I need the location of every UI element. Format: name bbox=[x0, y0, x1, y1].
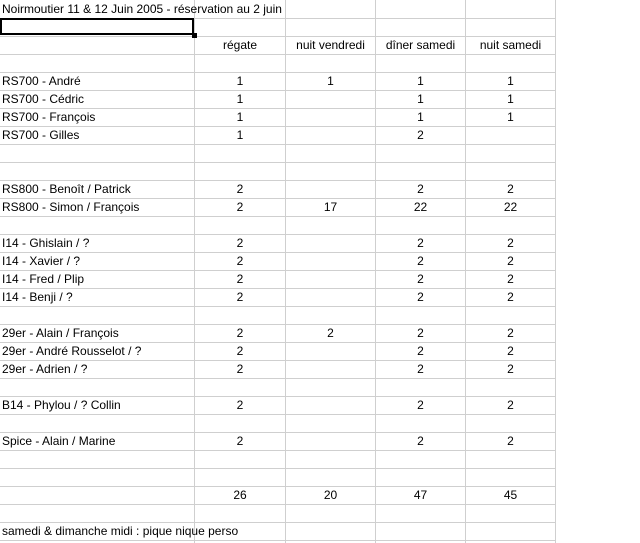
row-name[interactable]: Spice - Alain / Marine bbox=[2, 434, 116, 448]
cell-nuit-samedi[interactable]: 2 bbox=[507, 254, 514, 268]
cell-nuit-vendredi[interactable] bbox=[286, 271, 375, 288]
header-diner-samedi[interactable]: dîner samedi bbox=[385, 38, 456, 52]
cell-regate[interactable]: 2 bbox=[236, 200, 244, 214]
row-divider bbox=[0, 144, 556, 145]
row-divider bbox=[0, 468, 556, 469]
cell-nuit-vendredi[interactable] bbox=[286, 289, 375, 306]
row-divider bbox=[0, 414, 556, 415]
cell-regate[interactable]: 2 bbox=[236, 254, 244, 268]
cell-nuit-vendredi[interactable] bbox=[286, 127, 375, 144]
cell-diner-samedi[interactable]: 22 bbox=[413, 200, 428, 214]
cell-regate[interactable]: 1 bbox=[236, 110, 244, 124]
cell-nuit-samedi[interactable]: 2 bbox=[507, 272, 514, 286]
row-name[interactable]: I14 - Ghislain / ? bbox=[2, 236, 90, 250]
cell-diner-samedi[interactable]: 1 bbox=[417, 110, 424, 124]
cell-diner-samedi[interactable]: 1 bbox=[417, 74, 424, 88]
cell-nuit-vendredi[interactable] bbox=[286, 253, 375, 270]
row-name[interactable]: 29er - André Rousselot / ? bbox=[2, 344, 142, 358]
cell-nuit-samedi[interactable]: 2 bbox=[507, 326, 514, 340]
cell-nuit-samedi[interactable]: 2 bbox=[507, 344, 514, 358]
row-divider bbox=[0, 216, 556, 217]
row-name[interactable]: B14 - Phylou / ? Collin bbox=[2, 398, 121, 412]
row-divider bbox=[0, 504, 556, 505]
cell-nuit-samedi[interactable]: 2 bbox=[507, 434, 514, 448]
cell-nuit-samedi[interactable]: 2 bbox=[507, 362, 514, 376]
row-divider bbox=[0, 450, 556, 451]
row-name[interactable]: RS800 - Simon / François bbox=[2, 200, 140, 214]
cell-nuit-samedi[interactable]: 22 bbox=[503, 200, 518, 214]
cell-nuit-vendredi[interactable] bbox=[286, 361, 375, 378]
cell-nuit-samedi[interactable]: 2 bbox=[507, 398, 514, 412]
cell-diner-samedi[interactable]: 2 bbox=[417, 272, 424, 286]
cell-diner-samedi[interactable]: 2 bbox=[417, 326, 424, 340]
cell-nuit-vendredi[interactable] bbox=[286, 343, 375, 360]
row-name[interactable]: RS700 - Gilles bbox=[2, 128, 80, 142]
cell-regate[interactable]: 1 bbox=[236, 128, 244, 142]
cell-regate[interactable]: 1 bbox=[236, 92, 244, 106]
cell-regate[interactable]: 2 bbox=[236, 434, 244, 448]
cell-nuit-samedi[interactable] bbox=[466, 127, 555, 144]
header-nuit-vendredi[interactable]: nuit vendredi bbox=[296, 38, 365, 52]
total-diner-samedi[interactable]: 47 bbox=[413, 488, 428, 502]
cell-diner-samedi[interactable]: 2 bbox=[417, 344, 424, 358]
cell-nuit-vendredi[interactable] bbox=[286, 91, 375, 108]
cell-nuit-vendredi[interactable] bbox=[286, 397, 375, 414]
cell-nuit-vendredi[interactable]: 1 bbox=[327, 74, 334, 88]
cell-regate[interactable]: 2 bbox=[236, 236, 244, 250]
row-name[interactable]: RS700 - André bbox=[2, 74, 81, 88]
cell-nuit-samedi[interactable]: 1 bbox=[507, 74, 514, 88]
total-nuit-samedi[interactable]: 45 bbox=[503, 488, 518, 502]
cell-nuit-samedi[interactable]: 1 bbox=[507, 92, 514, 106]
cell-diner-samedi[interactable]: 2 bbox=[417, 290, 424, 304]
cell-nuit-samedi[interactable]: 1 bbox=[507, 110, 514, 124]
total-regate[interactable]: 26 bbox=[233, 488, 247, 502]
cell-regate[interactable]: 1 bbox=[236, 74, 244, 88]
row-divider bbox=[0, 54, 556, 55]
header-regate[interactable]: régate bbox=[222, 38, 258, 52]
cell-regate[interactable]: 2 bbox=[236, 362, 244, 376]
sheet-title[interactable]: Noirmoutier 11 & 12 Juin 2005 - réservation au 2 juin bbox=[2, 2, 282, 16]
row-divider bbox=[0, 162, 556, 163]
row-divider bbox=[0, 378, 556, 379]
cell-regate[interactable]: 2 bbox=[236, 290, 244, 304]
row-name[interactable]: I14 - Benji / ? bbox=[2, 290, 73, 304]
row-name[interactable]: I14 - Fred / Plip bbox=[2, 272, 85, 286]
cell-nuit-vendredi[interactable]: 17 bbox=[323, 200, 338, 214]
cell-nuit-vendredi[interactable] bbox=[286, 181, 375, 198]
cell-nuit-vendredi[interactable] bbox=[286, 109, 375, 126]
cell-nuit-vendredi[interactable]: 2 bbox=[327, 326, 334, 340]
row-name[interactable]: RS800 - Benoît / Patrick bbox=[2, 182, 131, 196]
cell-diner-samedi[interactable]: 2 bbox=[417, 434, 424, 448]
cell-diner-samedi[interactable]: 1 bbox=[417, 92, 424, 106]
cell-diner-samedi[interactable]: 2 bbox=[417, 254, 424, 268]
cell-nuit-vendredi[interactable] bbox=[286, 433, 375, 450]
cell-diner-samedi[interactable]: 2 bbox=[417, 182, 424, 196]
cell-nuit-samedi[interactable]: 2 bbox=[507, 290, 514, 304]
total-nuit-vendredi[interactable]: 20 bbox=[323, 488, 338, 502]
cell-diner-samedi[interactable]: 2 bbox=[417, 362, 424, 376]
row-name[interactable]: RS700 - François bbox=[2, 110, 96, 124]
footer-note[interactable]: samedi & dimanche midi : pique nique perso bbox=[2, 524, 239, 538]
header-nuit-samedi[interactable]: nuit samedi bbox=[479, 38, 542, 52]
cell-regate[interactable]: 2 bbox=[236, 272, 244, 286]
cell-regate[interactable]: 2 bbox=[236, 326, 244, 340]
row-name[interactable]: I14 - Xavier / ? bbox=[2, 254, 81, 268]
cell-nuit-samedi[interactable]: 2 bbox=[507, 182, 514, 196]
column-divider bbox=[555, 0, 556, 543]
row-name[interactable]: 29er - Adrien / ? bbox=[2, 362, 88, 376]
cell-regate[interactable]: 2 bbox=[236, 344, 244, 358]
cell-diner-samedi[interactable]: 2 bbox=[417, 128, 424, 142]
cell-regate[interactable]: 2 bbox=[236, 398, 244, 412]
row-name[interactable]: 29er - Alain / François bbox=[2, 326, 119, 340]
cell-nuit-vendredi[interactable] bbox=[286, 235, 375, 252]
cell-diner-samedi[interactable]: 2 bbox=[417, 236, 424, 250]
cell-nuit-samedi[interactable]: 2 bbox=[507, 236, 514, 250]
row-divider bbox=[0, 306, 556, 307]
row-divider bbox=[0, 540, 556, 541]
row-name[interactable]: RS700 - Cédric bbox=[2, 92, 85, 106]
cell-regate[interactable]: 2 bbox=[236, 182, 244, 196]
selected-cell[interactable] bbox=[0, 18, 194, 35]
cell-diner-samedi[interactable]: 2 bbox=[417, 398, 424, 412]
